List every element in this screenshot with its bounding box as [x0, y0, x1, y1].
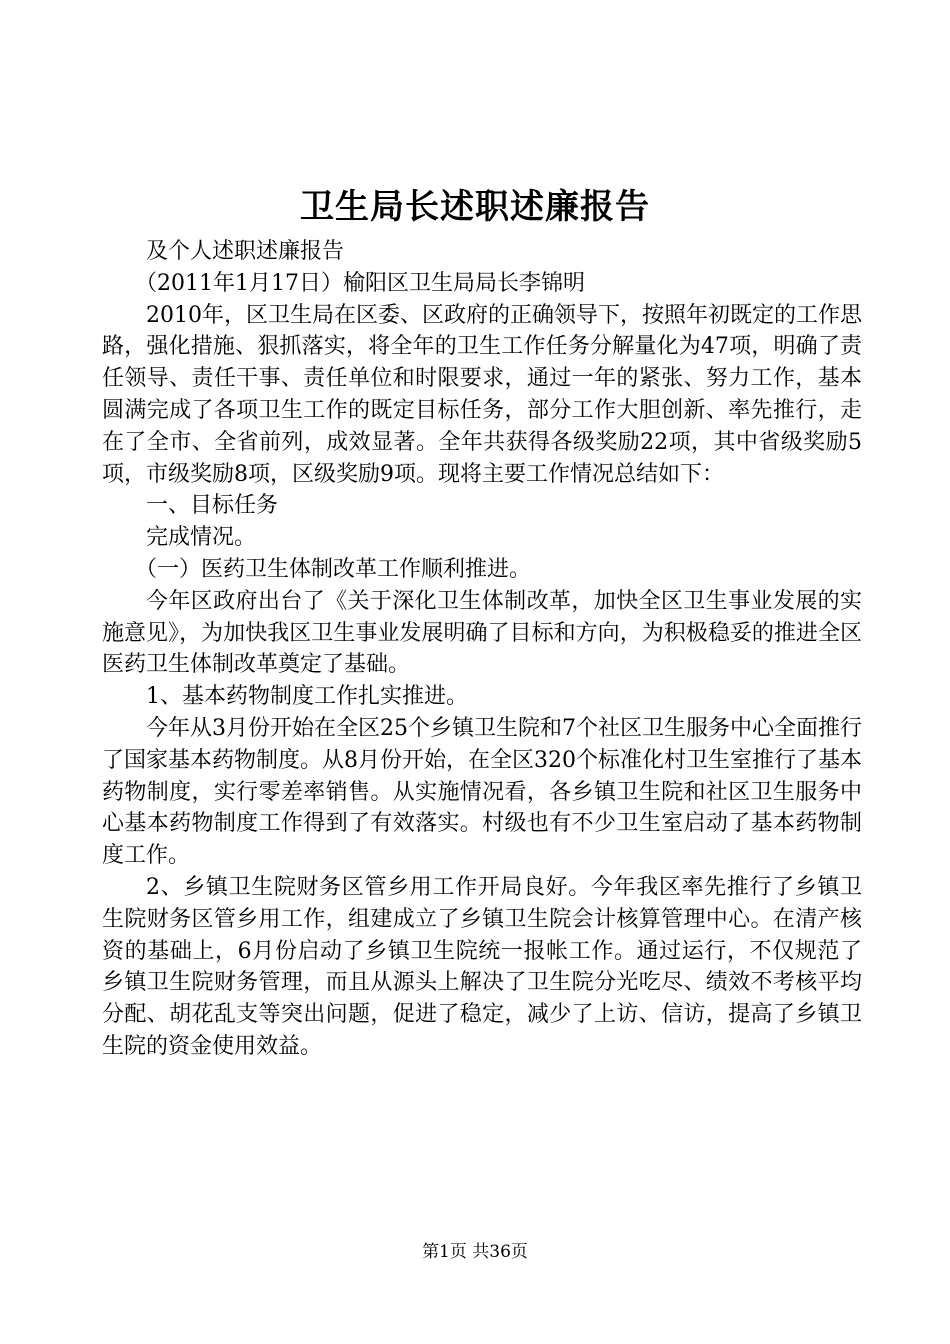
item-heading: 1、基本药物制度工作扎实推进。: [146, 684, 468, 710]
document-title: 卫生局长述职述廉报告: [300, 187, 650, 227]
paragraph: 今年从3月份开始在全区25个乡镇卫生院和7个社区卫生服务中心全面推行了国家基本药物制度。从8月份开始，在全区320个标准化村卫生室推行了基本药物制度，实行零差率销售。从实施情况看，各乡镇卫生院和社区卫生服务中心基本药物制度工作得到了有效落实。村级也有不少卫生室启动了基本药物制度工作。: [102, 715, 862, 869]
paragraph: 今年区政府出台了《关于深化卫生体制改革，加快全区卫生事业发展的实施意见》，为加快我区卫生事业发展明确了目标和方向，为积极稳妥的推进全区医药卫生体制改革奠定了基础。: [102, 588, 862, 678]
subsection-heading: （一）医药卫生体制改革工作顺利推进。: [135, 556, 532, 582]
document-body: [102, 236, 862, 1063]
paragraph: 完成情况。: [146, 525, 257, 551]
paragraph-date-author: （2011年1月17日）榆阳区卫生局局长李锦明: [135, 270, 585, 296]
paragraph: 2、乡镇卫生院财务区管乡用工作开局良好。今年我区率先推行了乡镇卫生院财务区管乡用工作，组建成立了乡镇卫生院会计核算管理中心。在清产核资的基础上，6月份启动了乡镇卫生院统一报帐工作。通过运行，不仅规范了乡镇卫生院财务管理，而且从源头上解决了卫生院分光吃尽、绩效不考核平均分配、胡花乱支等突出问题，促进了稳定，减少了上访、信访，提高了乡镇卫生院的资金使用效益。: [102, 874, 862, 1059]
page-footer: 第1页 共36页: [422, 1242, 528, 1262]
paragraph-subtitle: 及个人述职述廉报告: [146, 239, 345, 264]
paragraph-intro: 2010年，区卫生局在区委、区政府的正确领导下，按照年初既定的工作思路，强化措施、狠抓落实，将全年的卫生工作任务分解量化为47项，明确了责任领导、责任干事、责任单位和时限要求，通过一年的紧张、努力工作，基本圆满完成了各项卫生工作的既定目标任务，部分工作大胆创新、率先推行，走在了全市、全省前列，成效显著。全年共获得各级奖励22项，其中省级奖励5项，市级奖励8项，区级奖励9项。现将主要工作情况总结如下：: [102, 302, 862, 487]
section-heading: 一、目标任务: [146, 493, 279, 519]
